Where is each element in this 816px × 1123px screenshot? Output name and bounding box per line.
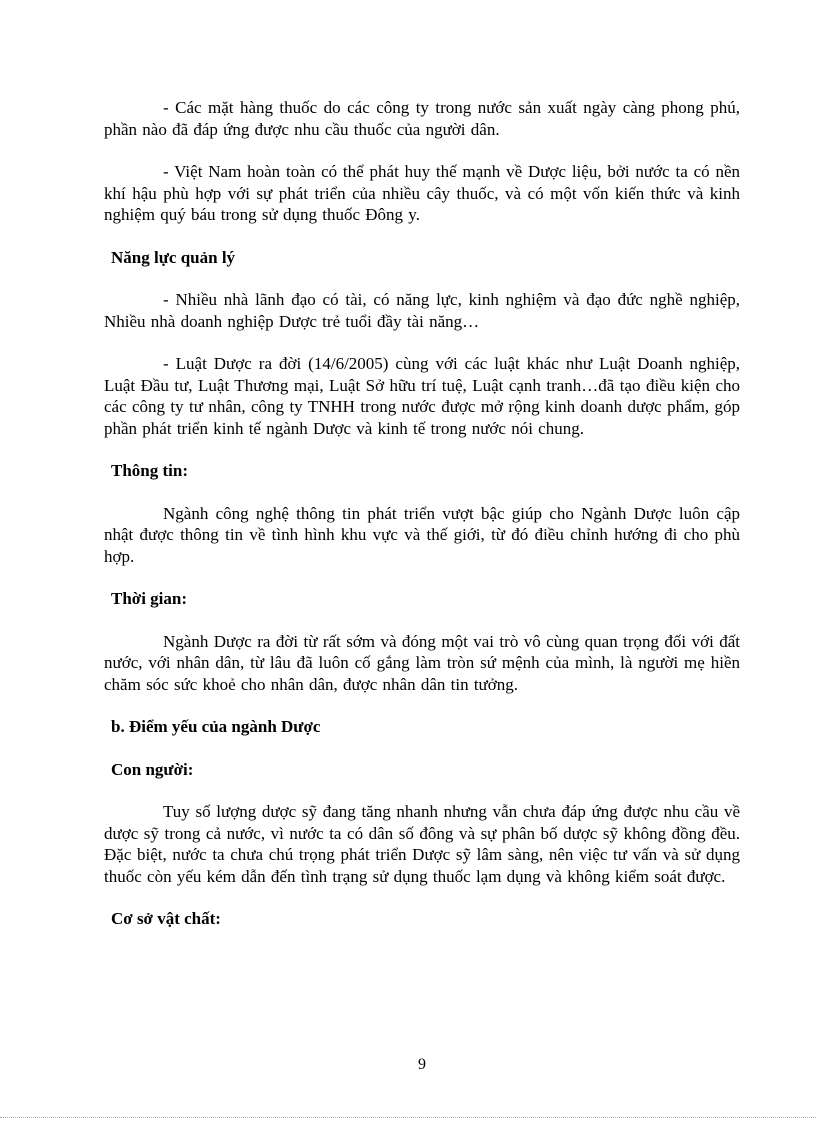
heading-thoi-gian: Thời gian: [111, 589, 188, 608]
heading-co-so-vat-chat: Cơ sở vật chất: [111, 909, 221, 928]
paragraph-domestic-drug-products: - Các mặt hàng thuốc do các công ty trong nước sản xuất ngày càng phong phú, phần nào đã đáp ứng được nhu cầu thuốc của người dân. [104, 98, 740, 139]
paragraph-pharmacist-shortage: Tuy số lượng dược sỹ đang tăng nhanh nhưng vẫn chưa đáp ứng được nhu cầu về dược sỹ trong cả nước, vì nước ta có dân số đông và sự phân bố dược sỹ không đồng đều. Đặc biệt, nước ta chưa chú trọng phát triển Dược sỹ lâm sàng, nên việc tư vấn và sử dụng thuốc còn yếu kém dẫn đến tình trạng sử dụng thuốc lạm dụng và không kiểm soát được. [104, 802, 740, 886]
page-content [104, 76, 740, 951]
heading-diem-yeu-nganh-duoc: b. Điểm yếu của ngành Dược [111, 717, 321, 736]
heading-nang-luc-quan-ly: Năng lực quản lý [111, 247, 236, 267]
heading-con-nguoi: Con người: [111, 759, 194, 779]
paragraph-nganh-duoc-history: Ngành Dược ra đời từ rất sớm và đóng một vai trò vô cùng quan trọng đối với đất nước, với nhân dân, từ lâu đã luôn cố gắng làm tròn sứ mệnh của mình, là người mẹ hiền chăm sóc sức khoẻ cho nhân dân, được nhân dân tin tưởng. [104, 631, 740, 694]
heading-thong-tin: Thông tin: [111, 461, 188, 480]
paragraph-leaders-talent: - Nhiều nhà lãnh đạo có tài, có năng lực, kinh nghiệm và đạo đức nghề nghiệp, Nhiều nhà doanh nghiệp Dược trẻ tuổi đầy tài năng… [104, 290, 740, 331]
paragraph-vietnam-herbal-strength: - Việt Nam hoàn toàn có thể phát huy thế mạnh về Dược liệu, bởi nước ta có nền khí hậu phù hợp với sự phát triển của nhiều cây thuốc, và có một vốn kiến thức và kinh nghiệm quý báu trong sử dụng thuốc Đông y. [104, 162, 740, 224]
page-bottom-edge [0, 1117, 816, 1118]
paragraph-it-development: Ngành công nghệ thông tin phát triển vượt bậc giúp cho Ngành Dược luôn cập nhật được thông tin về tình hình khu vực và thế giới, từ đó điều chỉnh hướng đi cho phù hợp. [104, 503, 740, 566]
paragraph-luat-duoc-2005: - Luật Dược ra đời (14/6/2005) cùng với các luật khác như Luật Doanh nghiệp, Luật Đầu tư, Luật Thương mại, Luật Sở hữu trí tuệ, Luật cạnh tranh…đã tạo điều kiện cho các công ty tư nhân, công ty TNHH trong nước được mở rộng kinh doanh dược phẩm, góp phần phát triển kinh tế ngành Dược và kinh tế trong nước nói chung. [104, 354, 740, 438]
page-number: 9 [418, 1056, 426, 1073]
